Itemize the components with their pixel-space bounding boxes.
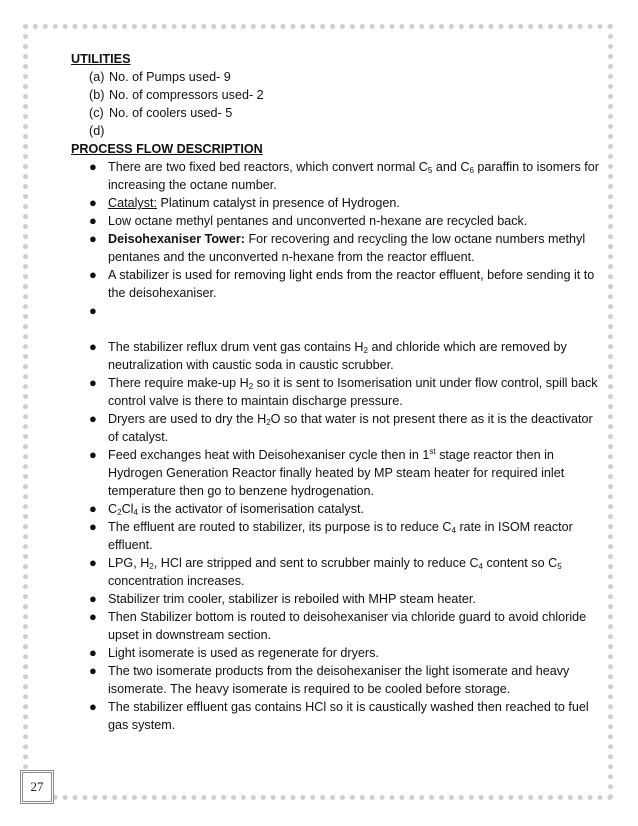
bullet-text-run: stage reactor then in Hydrogen Generation Reactor finally heated by MP steam heater for required inlet temperature then go to benzene hydrogenation. — [108, 448, 565, 498]
process-bullet-item — [71, 374, 601, 410]
process-bullet-item — [71, 698, 601, 734]
process-bullet-item — [71, 500, 601, 518]
bullet-icon: ● — [89, 555, 97, 570]
utility-item-text: No. of coolers used- 5 — [109, 106, 233, 120]
bullet-icon: ● — [89, 519, 97, 534]
bullet-text-run: Stabilizer trim cooler, stabilizer is reboiled with MHP steam heater. — [108, 592, 476, 606]
process-flow-heading: PROCESS FLOW DESCRIPTION — [71, 142, 263, 156]
bullet-text-run: 4 — [133, 508, 138, 517]
bullet-text-run: Feed exchanges heat with Deisohexaniser cycle then in 1 — [108, 448, 430, 462]
bullet-text-run: and C — [432, 160, 470, 174]
bullet-text-run: 4 — [478, 562, 483, 571]
bullet-text-run: 5 — [557, 562, 562, 571]
process-bullet-item — [71, 608, 601, 644]
process-bullet-item — [71, 266, 601, 302]
bullet-icon: ● — [89, 609, 97, 624]
bullet-text-run: , HCl are stripped and sent to scrubber mainly to reduce C — [153, 556, 479, 570]
bullet-icon: ● — [89, 645, 97, 660]
utility-item-label: (d) — [89, 124, 105, 138]
bullet-text-run: The stabilizer reflux drum vent gas contains H — [108, 340, 364, 354]
bullet-text-run: Deisohexaniser Tower: — [108, 232, 245, 246]
bullet-text-run: content so C — [483, 556, 558, 570]
bullet-text-run: A stabilizer is used for removing light ends from the reactor effluent, before sending it to the deisohexaniser. — [108, 268, 595, 300]
page-number-box — [20, 770, 54, 804]
bullet-text-run: Platinum catalyst in presence of Hydrogen. — [157, 196, 400, 210]
bullet-text-run: The stabilizer effluent gas contains HCl so it is caustically washed then reached to fuel gas system. — [108, 700, 589, 732]
utility-item-text: No. of Pumps used- 9 — [109, 70, 231, 84]
process-bullet-item — [71, 662, 601, 698]
bullet-icon: ● — [89, 267, 97, 282]
bullet-icon: ● — [89, 213, 97, 228]
bullet-text-run: 6 — [469, 166, 474, 175]
bullet-text-run: C — [108, 502, 118, 516]
bullet-text-run: 2 — [149, 562, 154, 571]
bullet-text-run: Cl — [121, 502, 134, 516]
bullet-icon: ● — [89, 303, 97, 318]
bullet-text-run: Then Stabilizer bottom is routed to deisohexaniser via chloride guard to avoid chloride upset in downstream section. — [108, 610, 587, 642]
utility-item-label: (b) — [89, 88, 105, 102]
utility-item-label: (a) — [89, 70, 105, 84]
process-bullet-item — [71, 338, 601, 374]
bullet-icon: ● — [89, 663, 97, 678]
bullet-text-run: Catalyst: — [108, 196, 157, 210]
process-bullet-item — [71, 644, 601, 662]
process-bullet-item — [71, 194, 601, 212]
bullet-icon: ● — [89, 411, 97, 426]
bullet-text-run: is the activator of isomerisation catalyst. — [137, 502, 365, 516]
process-bullet-item — [71, 554, 601, 590]
process-bullet-item — [71, 590, 601, 608]
bullet-text-run: There require make-up H — [108, 376, 249, 390]
bullet-text-run: The two isomerate products from the deisohexaniser the light isomerate and heavy isomerate. The heavy isomerate is required to be cooled before storage. — [108, 664, 570, 696]
process-bullet-item — [71, 410, 601, 446]
utilities-heading: UTILITIES — [71, 52, 131, 66]
bullet-text-run: st — [429, 447, 436, 456]
process-bullet-item — [71, 212, 601, 230]
utility-item — [89, 68, 601, 86]
process-bullet-item — [71, 518, 601, 554]
bullet-icon: ● — [89, 591, 97, 606]
bullet-icon: ● — [89, 501, 97, 516]
bullet-text-run: Light isomerate is used as regenerate for dryers. — [108, 646, 379, 660]
page-content — [71, 50, 601, 734]
bullet-icon: ● — [89, 231, 97, 246]
bullet-text-run: Dryers are used to dry the H — [108, 412, 267, 426]
bullet-text-run: LPG, H — [108, 556, 150, 570]
bullet-icon: ● — [89, 699, 97, 714]
bullet-text-run: 2 — [117, 508, 122, 517]
bullet-text-run: and chloride which are removed by neutralization with caustic soda in caustic scrubber. — [108, 340, 567, 372]
bullet-text-run: paraffin to isomers for increasing the octane number. — [108, 160, 599, 192]
bullet-text-run: For recovering and recycling the low octane numbers methyl pentanes and the unconverted n-hexane from the reactor effluent. — [108, 232, 586, 264]
utility-item — [89, 86, 601, 104]
bullet-text-run: O so that water is not present there as it is the deactivator of catalyst. — [108, 412, 593, 444]
bullet-text-run: 2 — [266, 418, 271, 427]
utility-item-label: (c) — [89, 106, 104, 120]
utility-item — [89, 104, 601, 122]
bullet-text-run: 2 — [363, 346, 368, 355]
bullet-text-run: 5 — [427, 166, 433, 175]
bullet-icon: ● — [89, 339, 97, 354]
process-bullet-item — [71, 158, 601, 194]
bullet-text-run: concentration increases. — [108, 574, 245, 588]
process-flow-list — [71, 158, 601, 734]
bullet-icon: ● — [89, 375, 97, 390]
bullet-text-run: Low octane methyl pentanes and unconverted n-hexane are recycled back. — [108, 214, 528, 228]
bullet-text-run: rate in ISOM reactor effluent. — [108, 520, 573, 552]
utilities-list — [71, 68, 601, 140]
bullet-icon: ● — [89, 159, 97, 174]
bullet-text-run: 2 — [248, 382, 254, 391]
page-number: 27 — [30, 779, 44, 794]
bullet-text-run: There are two fixed bed reactors, which convert normal C — [108, 160, 428, 174]
bullet-text-run: 4 — [451, 526, 456, 535]
utility-item — [89, 122, 601, 140]
bullet-icon: ● — [89, 195, 97, 210]
process-bullet-item — [71, 446, 601, 500]
utility-item-text: No. of compressors used- 2 — [109, 88, 264, 102]
bullet-icon: ● — [89, 447, 97, 462]
bullet-text-run: so it is sent to Isomerisation unit under flow control, spill back control valve is there to maintain discharge pressure. — [108, 376, 598, 408]
bullet-text-run: The effluent are routed to stabilizer, its purpose is to reduce C — [108, 520, 452, 534]
process-bullet-item — [71, 230, 601, 266]
process-bullet-item — [71, 302, 601, 320]
